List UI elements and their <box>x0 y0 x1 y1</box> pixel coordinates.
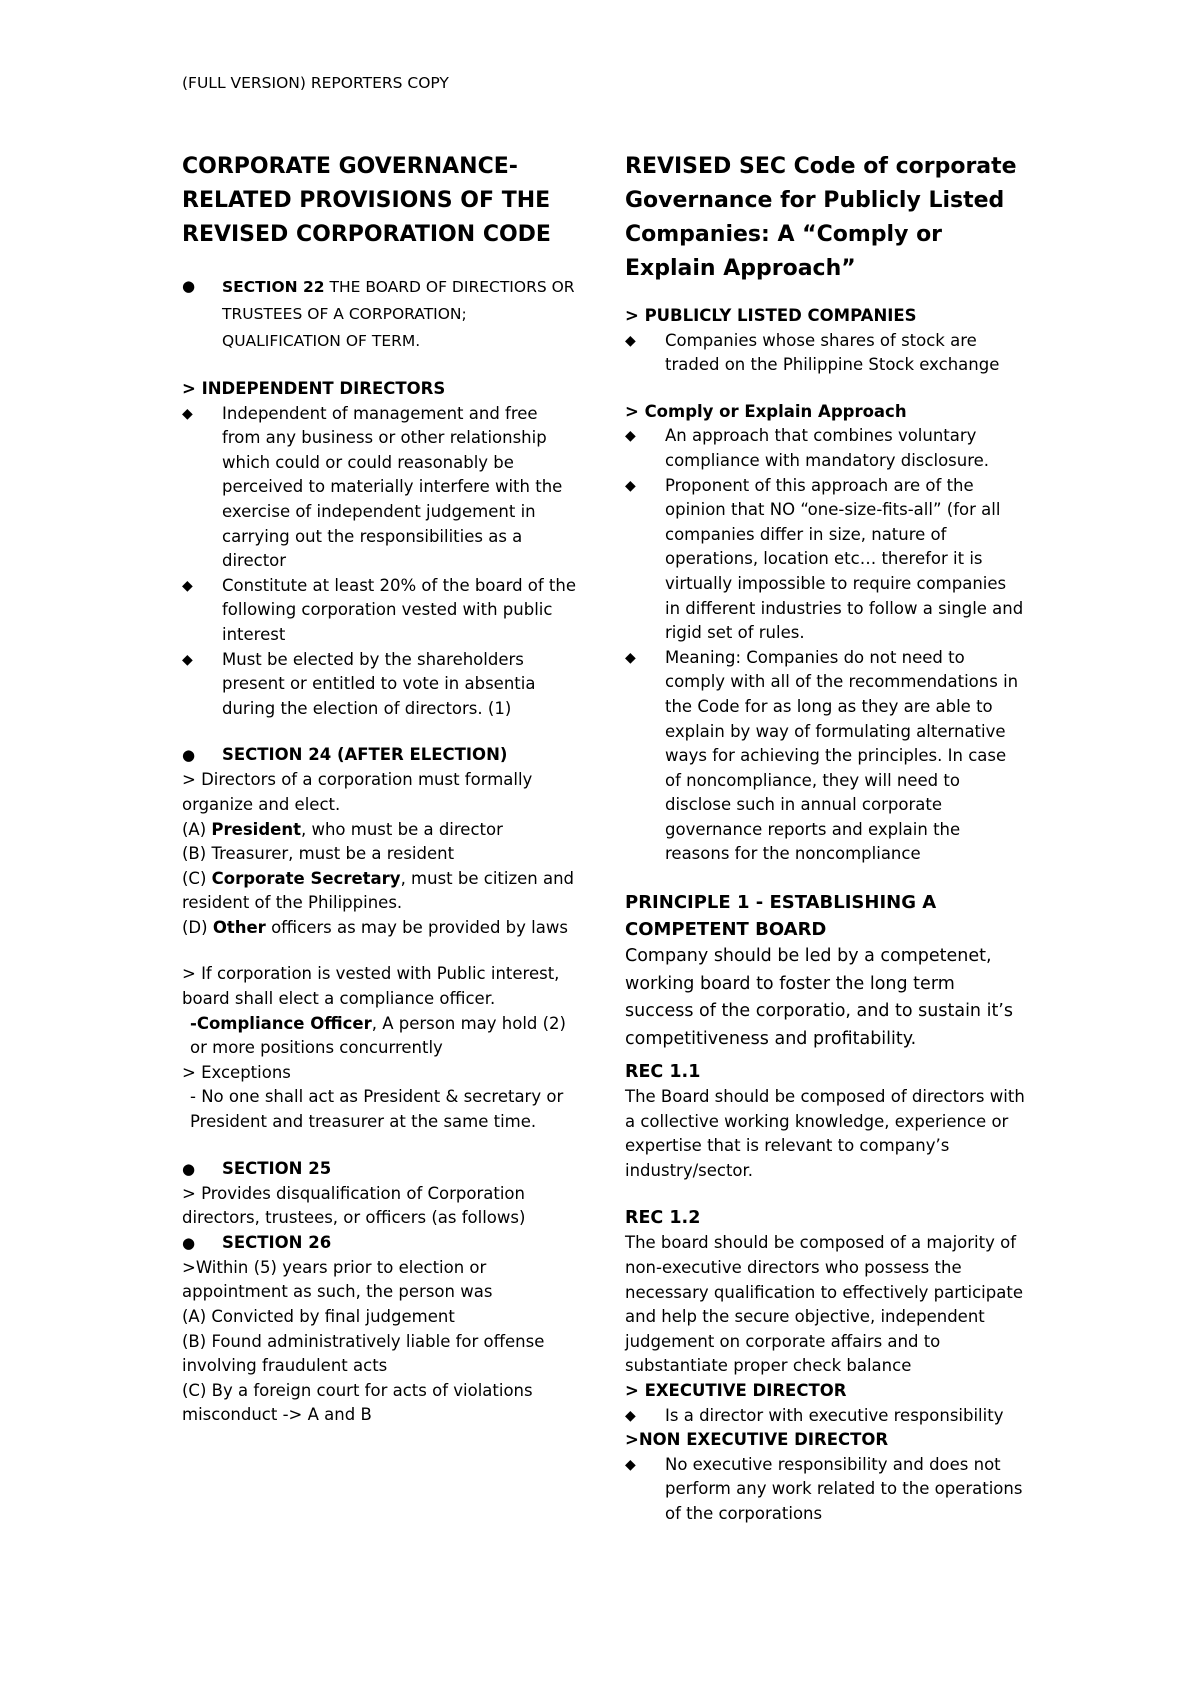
right-column <box>625 150 1025 1527</box>
section-25-label: SECTION 25 <box>222 1158 332 1178</box>
section-26 <box>182 1231 577 1256</box>
comply-explain-heading: > Comply or Explain Approach <box>625 401 907 421</box>
section-22-label: SECTION 22 <box>222 278 325 296</box>
section-24-item-b: (B) Treasurer, must be a resident <box>182 844 455 864</box>
independent-directors-heading: > INDEPENDENT DIRECTORS <box>182 379 446 398</box>
section-22-text: THE BOARD OF DIRECTIORS OR TRUSTEES OF A CORPORATION; QUALIFICATION OF TERM. <box>222 278 575 350</box>
publicly-listed-heading: > PUBLICLY LISTED COMPANIES <box>625 306 917 325</box>
list-item: ◆ Independent of management and free from any business or other relationship which could or could reasonably be perceived to materially interfere with the exercise of independent judgement in carrying out the responsibilities as a director <box>182 403 563 571</box>
list-item: ◆ Is a director with executive responsibility <box>625 1404 1025 1429</box>
section-24-item-d: (D) Other officers as may be provided by laws <box>182 917 568 937</box>
list-item: ◆ Constitute at least 20% of the board of the following corporation vested with public interest <box>182 575 577 644</box>
section-26-item-c: (C) By a foreign court for acts of violations misconduct -> A and B <box>182 1380 533 1425</box>
section-26-intro: >Within (5) years prior to election or appointment as such, the person was <box>182 1257 493 1302</box>
principle-1-heading: PRINCIPLE 1 - ESTABLISHING A COMPETENT BOARD <box>625 892 937 941</box>
section-24-item-c: (C) Corporate Secretary, must be citizen and resident of the Philippines. <box>182 868 575 913</box>
bullet-dot-icon: ● <box>182 1159 196 1178</box>
list-item: ◆ Must be elected by the shareholders present or entitled to vote in absentia during the election of directors. (1) <box>182 649 536 718</box>
page-header: (FULL VERSION) REPORTERS COPY <box>182 74 449 92</box>
list-item: ◆ Companies whose shares of stock are traded on the Philippine Stock exchange <box>625 330 1000 375</box>
section-26-item-b: (B) Found administratively liable for offense involving fraudulent acts <box>182 1331 545 1376</box>
section-24-label: SECTION 24 (AFTER ELECTION) <box>222 745 508 765</box>
rec-1-1-text: The Board should be composed of directors with a collective working knowledge, experience or expertise that is relevant to company’s industry/sector. <box>625 1087 1025 1180</box>
list-item: ◆ Meaning: Companies do not need to comply with all of the recommendations in the Code for as long as they are able to explain by way of formulating alternative ways for achieving the principles. In case of noncompliance, they will need to disclose such in annual corporate governance reports and explain the reasons for the noncompliance <box>625 647 1019 864</box>
exceptions-text: - No one shall act as President & secretary or President and treasurer at the same time. <box>190 1087 564 1132</box>
left-column <box>182 150 577 1428</box>
section-24-intro: > Directors of a corporation must formally organize and elect. <box>182 770 533 814</box>
diamond-bullet-icon: ◆ <box>625 332 636 349</box>
rec-1-2-label: REC 1.2 <box>625 1208 701 1229</box>
section-24 <box>182 743 577 768</box>
bullet-dot-icon: ● <box>182 277 196 295</box>
diamond-bullet-icon: ◆ <box>625 477 636 494</box>
diamond-bullet-icon: ◆ <box>625 1407 636 1424</box>
compliance-intro: > If corporation is vested with Public interest, board shall elect a compliance officer. <box>182 964 560 1009</box>
section-22 <box>182 274 577 355</box>
list-item: ◆ An approach that combines voluntary compliance with mandatory disclosure. <box>625 426 990 470</box>
executive-director-heading: > EXECUTIVE DIRECTOR <box>625 1381 847 1400</box>
list-item: ◆ No executive responsibility and does not perform any work related to the operations of the corporations <box>625 1454 1023 1523</box>
compliance-officer: -Compliance Officer, A person may hold (2) or more positions concurrently <box>190 1013 566 1058</box>
list-item: ◆ Proponent of this approach are of the opinion that NO “one-size-fits-all” (for all companies differ in size, nature of operations, location etc… therefor it is virtually impossible to require companies in different industries to follow a single and rigid set of rules. <box>625 475 1024 643</box>
rec-1-1-label: REC 1.1 <box>625 1062 701 1083</box>
section-26-item-a: (A) Convicted by final judgement <box>182 1307 455 1326</box>
principle-1-text: Company should be led by a competenet, working board to foster the long term success of the corporatio, and to sustain it’s competitiveness and profitability. <box>625 946 1013 1049</box>
diamond-bullet-icon: ◆ <box>182 405 193 422</box>
rec-1-2-text: The board should be composed of a majority of non-executive directors who possess the necessary qualification to effectively participate and help the secure objective, independent judgement on corporate affairs and to substantiate proper check balance <box>625 1233 1023 1376</box>
diamond-bullet-icon: ◆ <box>182 651 193 668</box>
left-title: CORPORATE GOVERNANCE-RELATED PROVISIONS OF THE REVISED CORPORATION CODE <box>182 154 551 247</box>
bullet-dot-icon: ● <box>182 746 196 765</box>
section-25 <box>182 1157 577 1182</box>
bullet-dot-icon: ● <box>182 1233 196 1252</box>
diamond-bullet-icon: ◆ <box>625 649 636 666</box>
right-title: REVISED SEC Code of corporate Governance for Publicly Listed Companies: A “Comply or Explain Approach” <box>625 154 1017 281</box>
section-24-item-a: (A) President, who must be a director <box>182 819 503 839</box>
diamond-bullet-icon: ◆ <box>625 1456 636 1473</box>
exceptions-heading: > Exceptions <box>182 1062 291 1082</box>
diamond-bullet-icon: ◆ <box>625 428 636 445</box>
section-26-label: SECTION 26 <box>222 1232 332 1252</box>
non-executive-director-heading: >NON EXECUTIVE DIRECTOR <box>625 1430 889 1450</box>
diamond-bullet-icon: ◆ <box>182 577 193 594</box>
section-25-text: > Provides disqualification of Corporation directors, trustees, or officers (as follows) <box>182 1183 526 1228</box>
